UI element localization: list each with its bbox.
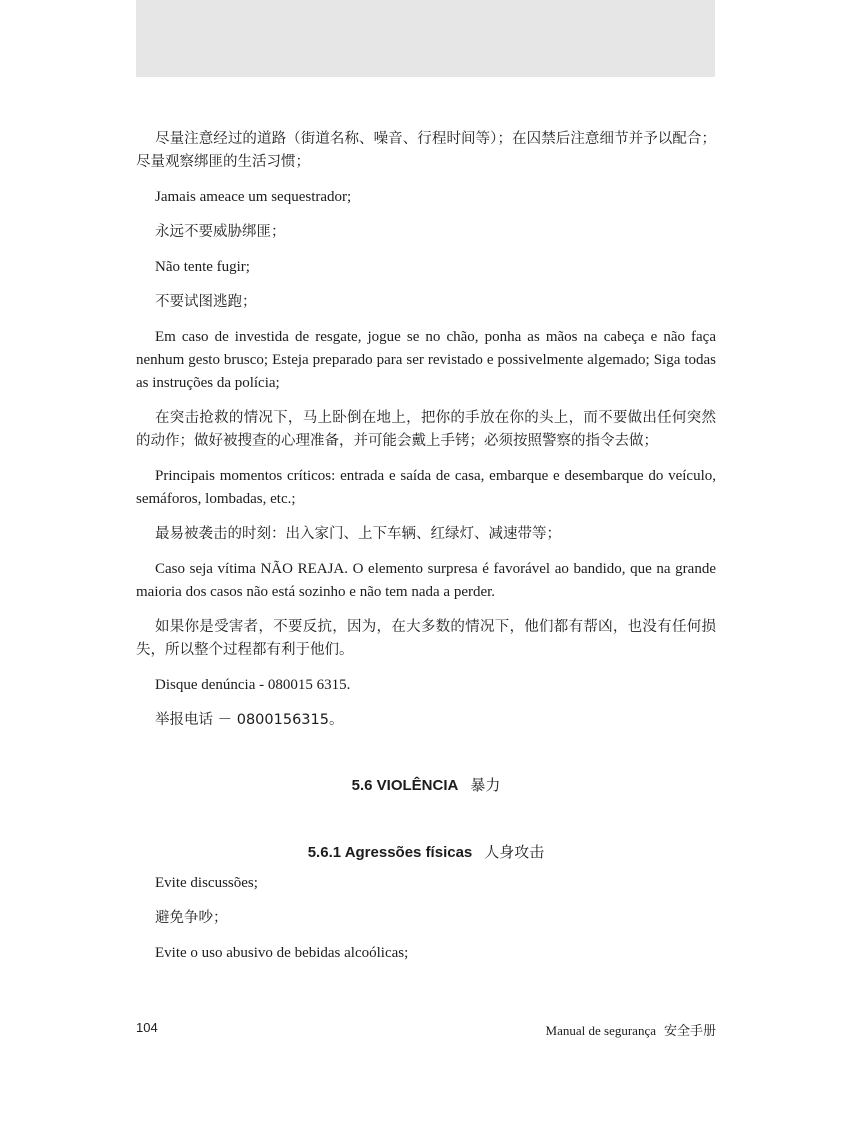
section-heading-cn: 暴力 bbox=[470, 776, 501, 794]
paragraph: 举报电话 － 0800156315。 bbox=[155, 712, 344, 728]
section-heading bbox=[136, 774, 716, 795]
running-title-cn: 安全手册 bbox=[663, 1024, 716, 1039]
paragraph: Disque denúncia - 080015 6315. bbox=[155, 677, 351, 693]
paragraph: Evite o uso abusivo de bebidas alcoólicas; bbox=[155, 945, 409, 961]
header-image-placeholder bbox=[136, 0, 715, 77]
paragraph: 在突击抢救的情况下，马上卧倒在地上，把你的手放在你的头上，而不要做出任何突然的动作；做好被搜查的心理准备，并可能会戴上手铐；必须按照警察的指令去做； bbox=[136, 410, 716, 449]
paragraph: Jamais ameace um sequestrador; bbox=[155, 189, 352, 205]
subsection-body bbox=[136, 872, 716, 977]
body-text bbox=[136, 128, 716, 744]
paragraph: Em caso de investida de resgate, jogue se no chão, ponha as mãos na cabeça e não faça nenhum gesto brusco; Esteja preparado para ser revistado e possivelmente algemado; Siga todas as instruções da polícia; bbox=[136, 329, 716, 391]
paragraph: Principais momentos críticos: entrada e saída de casa, embarque e desembarque do veículo, semáforos, lombadas, etc.; bbox=[136, 468, 716, 507]
subsection-heading-pt: 5.6.1 Agressões físicas bbox=[307, 844, 473, 861]
paragraph: 永远不要威胁绑匪； bbox=[155, 224, 286, 240]
paragraph: Caso seja vítima NÃO REAJA. O elemento surpresa é favorável ao bandido, que na grande maioria dos casos não está sozinho e não tem nada a perder. bbox=[136, 561, 716, 600]
section-heading-pt: 5.6 VIOLÊNCIA bbox=[351, 777, 459, 794]
paragraph: 最易被袭击的时刻：出入家门、上下车辆、红绿灯、减速带等； bbox=[155, 526, 561, 542]
subsection-heading-cn: 人身攻击 bbox=[484, 843, 545, 861]
paragraph: 不要试图逃跑； bbox=[155, 294, 257, 310]
running-title bbox=[546, 1020, 716, 1039]
paragraph: Evite discussões; bbox=[155, 875, 258, 891]
paragraph: 避免争吵； bbox=[155, 910, 228, 926]
subsection-heading bbox=[136, 841, 716, 862]
running-title-pt: Manual de segurança bbox=[545, 1023, 656, 1038]
paragraph: 如果你是受害者，不要反抗，因为，在大多数的情况下，他们都有帮凶，也没有任何损失，所以整个过程都有利于他们。 bbox=[136, 619, 716, 658]
page-number: 104 bbox=[136, 1020, 158, 1035]
paragraph: Não tente fugir; bbox=[155, 259, 250, 275]
paragraph: 尽量注意经过的道路（街道名称、噪音、行程时间等）；在囚禁后注意细节并予以配合；尽量观察绑匪的生活习惯； bbox=[136, 131, 716, 170]
